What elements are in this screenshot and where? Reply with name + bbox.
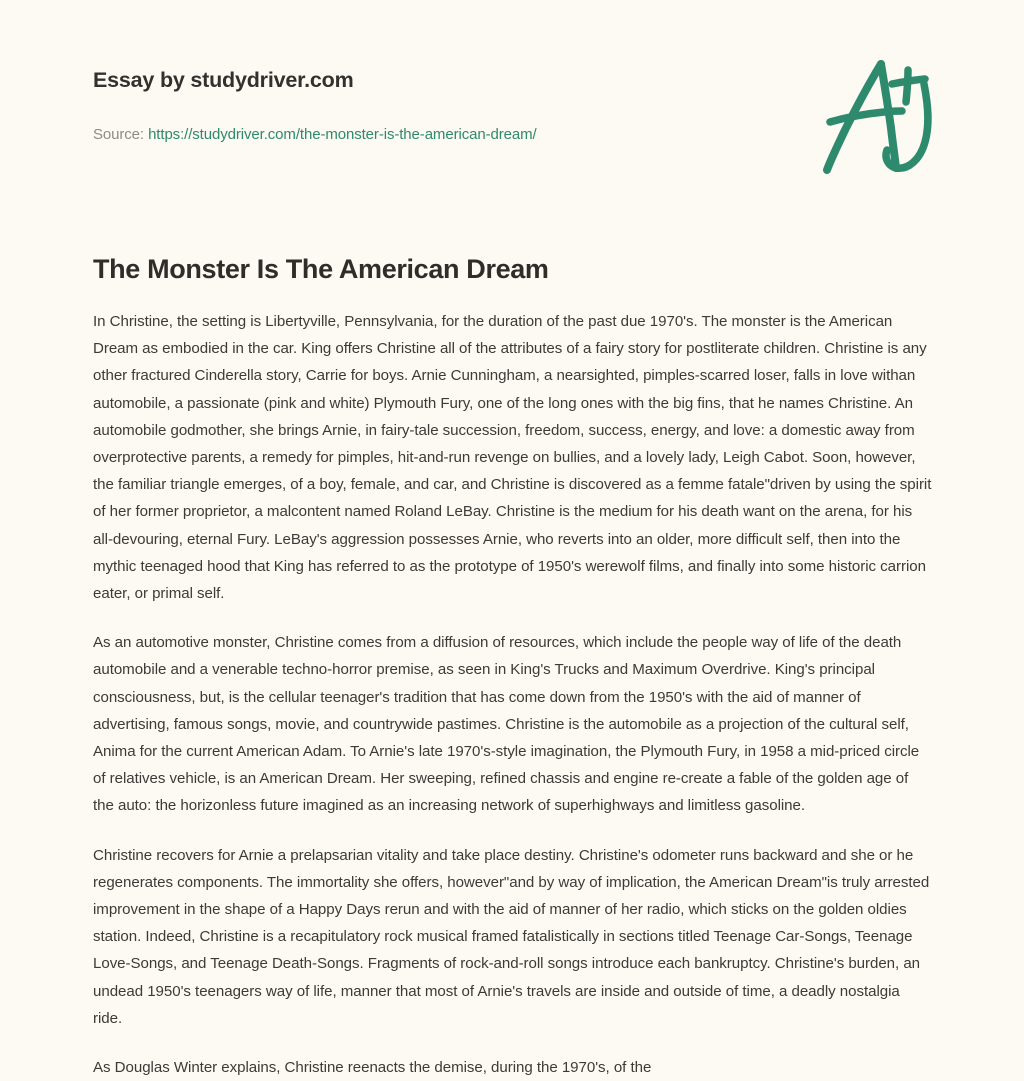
brand-byline: Essay by studydriver.com xyxy=(93,68,354,92)
article xyxy=(93,252,933,1081)
page-title: The Monster Is The American Dream xyxy=(93,254,549,284)
source-url-link[interactable]: https://studydriver.com/the-monster-is-the-american-dream/ xyxy=(148,126,537,143)
paragraph: In Christine, the setting is Libertyville, Pennsylvania, for the duration of the past due 1970's. The monster is the American Dream as embodied in the car. King offers Christine all of the attributes of a fairy story for postliterate children. Christine is any other fractured Cinderella story, Carrie for boys. Arnie Cunningham, a nearsighted, pimples-scarred loser, falls in love withan automobile, a passionate (pink and white) Plymouth Fury, one of the long ones with the big fins, that he names Christine. An automobile godmother, she brings Arnie, in fairy-tale succession, freedom, success, energy, and love: a domestic away from overprotective parents, a remedy for pimples, hit-and-run revenge on bullies, and a lovely lady, Leigh Cabot. Soon, however, the familiar triangle emerges, of a boy, female, and car, and Christine is discovered as a femme fatale"driven by using the spirit of her former proprietor, a malcontent named Roland LeBay. Christine is the medium for his death want on the arena, for his all-devouring, eternal Fury. LeBay's aggression possesses Arnie, who reverts into an older, more difficult self, then into the mythic teenaged hood that King has referred to as the prototype of 1950's werewolf films, and finally into some historic carrion eater, or primal self. xyxy=(93,313,932,603)
source-label: Source: xyxy=(93,126,149,143)
source-line xyxy=(93,126,537,143)
page-header xyxy=(0,0,1024,220)
paragraph: Christine recovers for Arnie a prelapsarian vitality and take place destiny. Christine's odometer runs backward and she or he regenerates components. The immortality she offers, however"and by way of implication, the American Dream"is truly arrested improvement in the shape of a Happy Days rerun and with the aid of manner of her radio, which sticks on the golden oldies station. Indeed, Christine is a recapitulatory rock musical framed fatalistically in sections titled Teenage Car-Songs, Teenage Love-Songs, and Teenage Death-Songs. Fragments of rock-and-roll songs introduce each bankruptcy. Christine's burden, an undead 1950's teenagers way of life, manner that most of Arnie's travels are inside and outside of time, a deadly nostalgia ride. xyxy=(93,846,930,1027)
article-body xyxy=(93,308,933,1081)
a-plus-logo-icon xyxy=(812,52,938,186)
a-plus-handwritten-logo xyxy=(812,52,938,186)
paragraph: As an automotive monster, Christine comes from a diffusion of resources, which include the people way of life of the death automobile and a venerable techno-horror premise, as seen in King's Trucks and Maximum Overdrive. King's principal consciousness, but, is the cellular teenager's tradition that has come down from the 1950's with the aid of manner of advertising, famous songs, movie, and countrywide pastimes. Christine is the automobile as a projection of the cultural self, Anima for the current American Adam. To Arnie's late 1970's-style imagination, the Plymouth Fury, in 1958 a mid-priced circle of relatives vehicle, is an American Dream. Her sweeping, refined chassis and engine re-create a fable of the golden age of the auto: the horizonless future imagined as an increasing network of superhighways and limitless gasoline. xyxy=(93,634,920,815)
paragraph: As Douglas Winter explains, Christine reenacts the demise, during the 1970's, of the xyxy=(93,1059,652,1077)
